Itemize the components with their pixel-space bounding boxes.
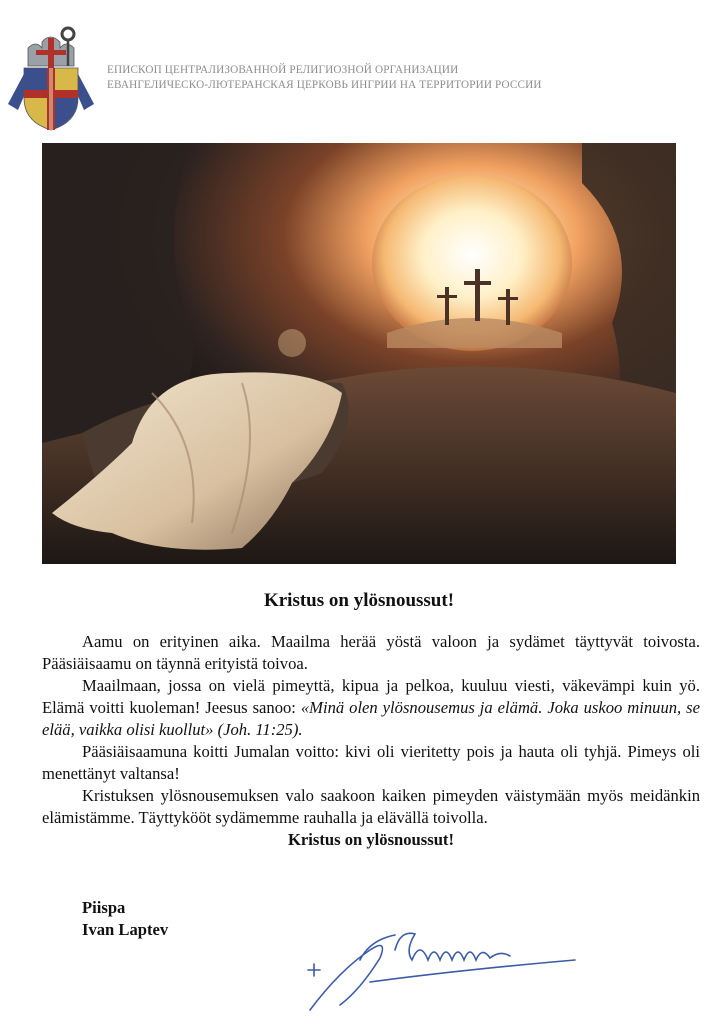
letter-body	[42, 631, 700, 851]
letterhead	[107, 63, 542, 93]
signer-role: Piispa	[82, 898, 126, 917]
paragraph-1: Aamu on erityinen aika. Maailma herää yöstä valoon ja sydämet täyttyvät toivosta. Pääsiäisaamu on täynnä erityistä toivoa.	[42, 632, 700, 673]
handwritten-signature	[300, 900, 590, 1024]
church-crest-icon	[6, 26, 96, 134]
paragraph-3: Pääsiäisaamuna koitti Jumalan voitto: kivi oli vieritetty pois ja hauta oli tyhjä. Pimeys oli menettänyt valtansa!	[42, 742, 700, 783]
paragraph-2-text: Maailmaan, jossa on vielä pimeyttä, kipua ja pelkoa, kuuluu viesti, väkevämpi kuin yö. Elämä voitti kuoleman! Jeesus sanoo:	[42, 676, 700, 717]
signature-block	[82, 897, 168, 941]
paragraph-4: Kristuksen ylösnousemuksen valo saakoon kaiken pimeyden väistymään myös meidänkin elämistämme. Täyttykööt sydämemme rauhalla ja elävällä toivolla.	[42, 786, 700, 827]
closing-line: Kristus on ylösnoussut!	[288, 830, 454, 849]
letter-title: Kristus on ylösnoussut!	[263, 590, 455, 611]
scripture-reference: (Joh. 11:25).	[213, 720, 303, 739]
letterhead-line-1: ЕПИСКОП ЦЕНТРАЛИЗОВАННОЙ РЕЛИГИОЗНОЙ ОРГАНИЗАЦИИ	[107, 64, 459, 76]
signer-name: Ivan Laptev	[82, 920, 169, 939]
empty-tomb-image	[42, 143, 676, 564]
scripture-quote: «Minä olen ylösnousemus ja elämä. Joka uskoo minuun, se elää, vaikka olisi kuollut»	[42, 698, 700, 739]
paragraph-2	[42, 675, 700, 741]
letterhead-line-2: ЕВАНГЕЛИЧЕСКО-ЛЮТЕРАНСКАЯ ЦЕРКОВЬ ИНГРИИ НА ТЕРРИТОРИИ РОССИИ	[107, 79, 542, 91]
